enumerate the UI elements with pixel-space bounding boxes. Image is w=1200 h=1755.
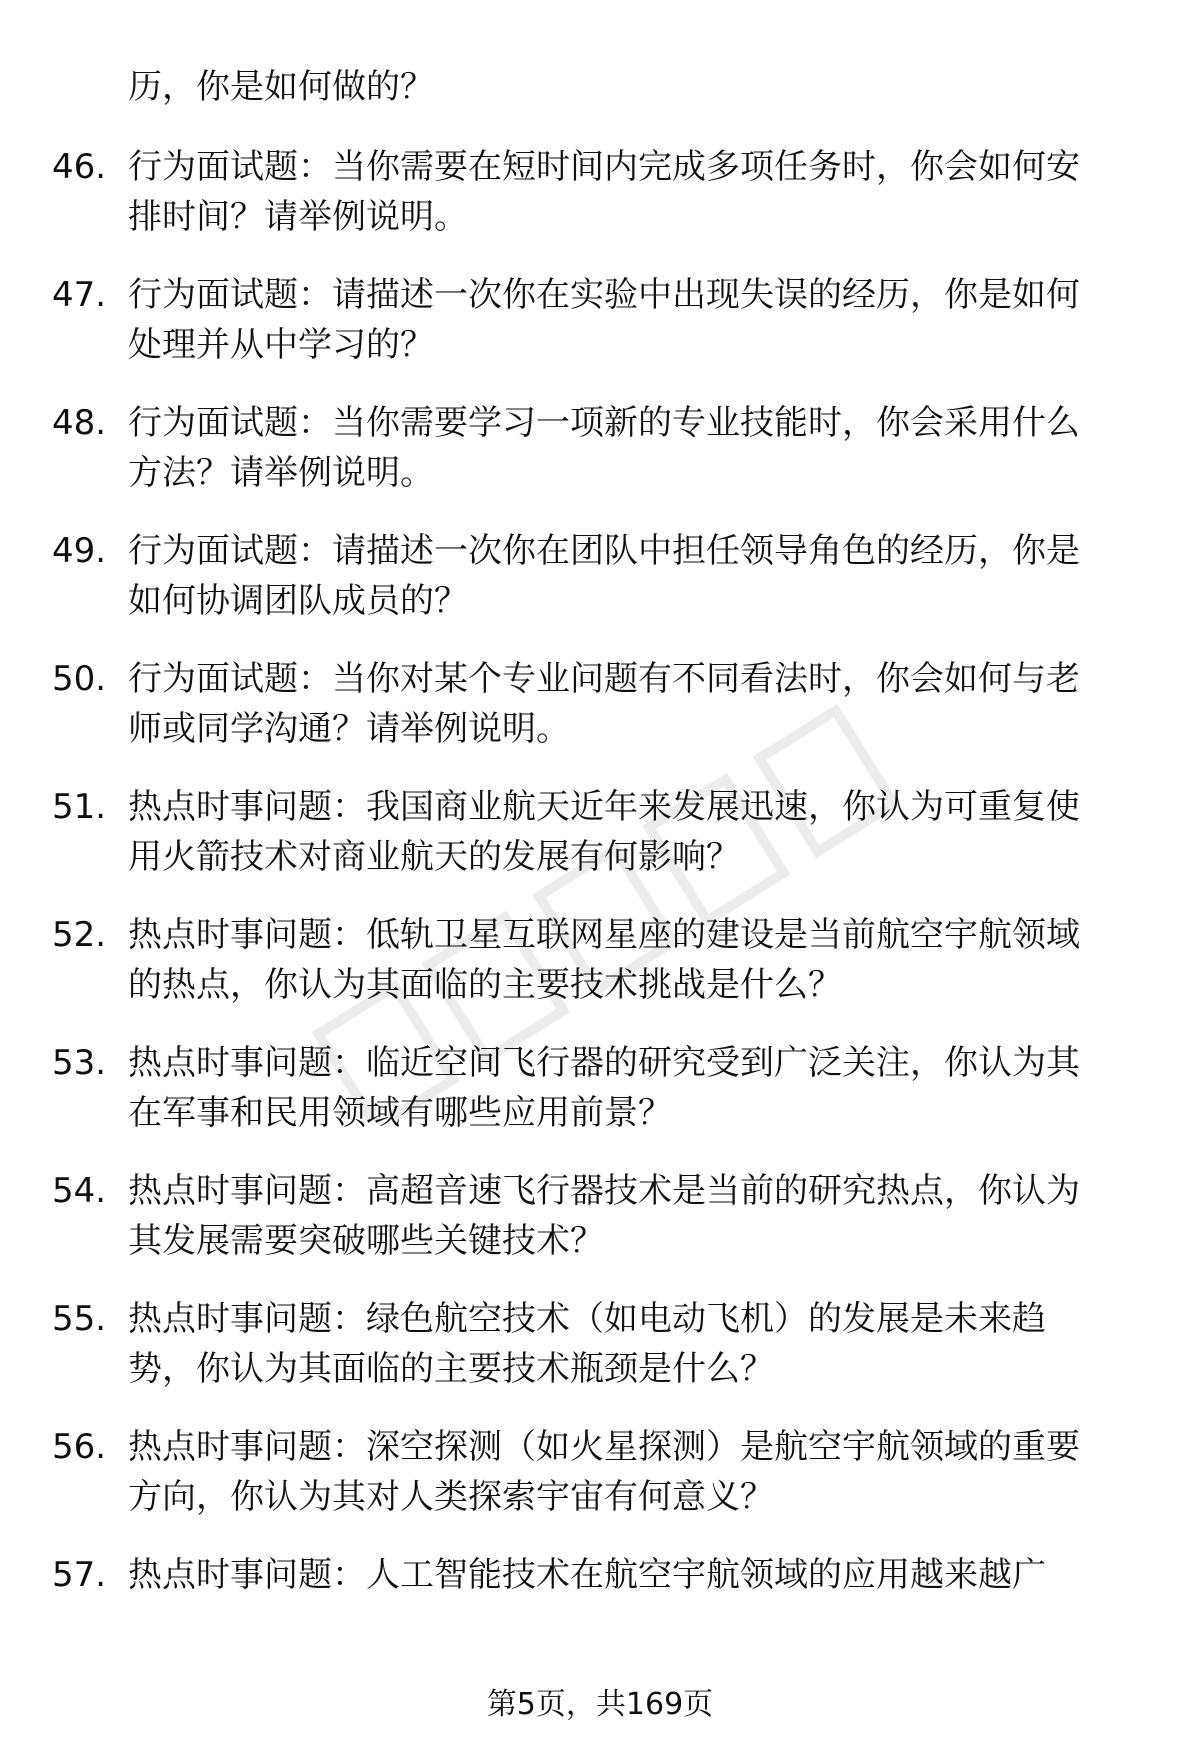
question-number: 46. (52, 147, 107, 187)
list-item (0, 1550, 1200, 1678)
list-item (0, 526, 1200, 654)
question-text (128, 1294, 1138, 1394)
page-footer: 第5页，共169页 (486, 1687, 714, 1722)
question-text (128, 910, 1138, 1010)
question-text (128, 1550, 1138, 1600)
question-line: 热点时事问题：人工智能技术在航空宇航领域的应用越来越广 (128, 1555, 1046, 1595)
question-number: 53. (52, 1043, 107, 1083)
question-line: 行为面试题：当你对某个专业问题有不同看法时，你会如何与老 (128, 659, 1080, 699)
question-line: 行为面试题：当你需要学习一项新的专业技能时，你会采用什么 (128, 403, 1080, 443)
list-item (0, 1294, 1200, 1422)
question-line: 方法？请举例说明。 (128, 453, 434, 493)
question-number: 51. (52, 787, 107, 827)
question-line: 在军事和民用领域有哪些应用前景？ (128, 1093, 672, 1133)
question-number: 55. (52, 1299, 107, 1339)
question-text (128, 654, 1138, 754)
question-line: 行为面试题：请描述一次你在团队中担任领导角色的经历，你是 (128, 531, 1080, 571)
question-number: 48. (52, 403, 107, 443)
question-line: 处理并从中学习的？ (128, 325, 434, 365)
list-item (0, 1038, 1200, 1166)
question-number: 47. (52, 275, 107, 315)
question-text (128, 398, 1138, 498)
list-item (0, 270, 1200, 398)
question-line: 其发展需要突破哪些关键技术？ (128, 1221, 604, 1261)
question-line: 热点时事问题：我国商业航天近年来发展迅速，你认为可重复使 (128, 787, 1080, 827)
question-text (128, 1422, 1138, 1522)
question-text (128, 1166, 1138, 1266)
list-item (0, 142, 1200, 270)
question-line: 方向，你认为其对人类探索宇宙有何意义？ (128, 1477, 774, 1517)
question-number: 52. (52, 915, 107, 955)
question-line: 热点时事问题：绿色航空技术（如电动飞机）的发展是未来趋 (128, 1299, 1046, 1339)
question-number: 57. (52, 1555, 107, 1595)
question-line: 热点时事问题：临近空间飞行器的研究受到广泛关注，你认为其 (128, 1043, 1080, 1083)
question-text (128, 270, 1138, 370)
question-line: 用火箭技术对商业航天的发展有何影响？ (128, 837, 740, 877)
question-line: 排时间？请举例说明。 (128, 197, 468, 237)
question-text (128, 782, 1138, 882)
list-item (0, 654, 1200, 782)
list-item (0, 398, 1200, 526)
question-line: 行为面试题：当你需要在短时间内完成多项任务时，你会如何安 (128, 147, 1080, 187)
question-list (0, 142, 1200, 1678)
continuation-text: 历，你是如何做的？ (128, 67, 434, 107)
question-text (128, 142, 1138, 242)
question-number: 49. (52, 531, 107, 571)
question-text (128, 1038, 1138, 1138)
question-line: 热点时事问题：深空探测（如火星探测）是航空宇航领域的重要 (128, 1427, 1080, 1467)
list-item (0, 910, 1200, 1038)
question-line: 师或同学沟通？请举例说明。 (128, 709, 570, 749)
question-line: 的热点，你认为其面临的主要技术挑战是什么？ (128, 965, 842, 1005)
question-number: 54. (52, 1171, 107, 1211)
list-item (0, 782, 1200, 910)
question-text (128, 526, 1138, 626)
question-number: 56. (52, 1427, 107, 1467)
question-line: 热点时事问题：高超音速飞行器技术是当前的研究热点，你认为 (128, 1171, 1080, 1211)
question-line: 如何协调团队成员的？ (128, 581, 468, 621)
question-line: 势，你认为其面临的主要技术瓶颈是什么？ (128, 1349, 774, 1389)
question-line: 行为面试题：请描述一次你在实验中出现失误的经历，你是如何 (128, 275, 1080, 315)
list-item (0, 1166, 1200, 1294)
list-item (0, 1422, 1200, 1550)
question-line: 热点时事问题：低轨卫星互联网星座的建设是当前航空宇航领域 (128, 915, 1080, 955)
question-number: 50. (52, 659, 107, 699)
